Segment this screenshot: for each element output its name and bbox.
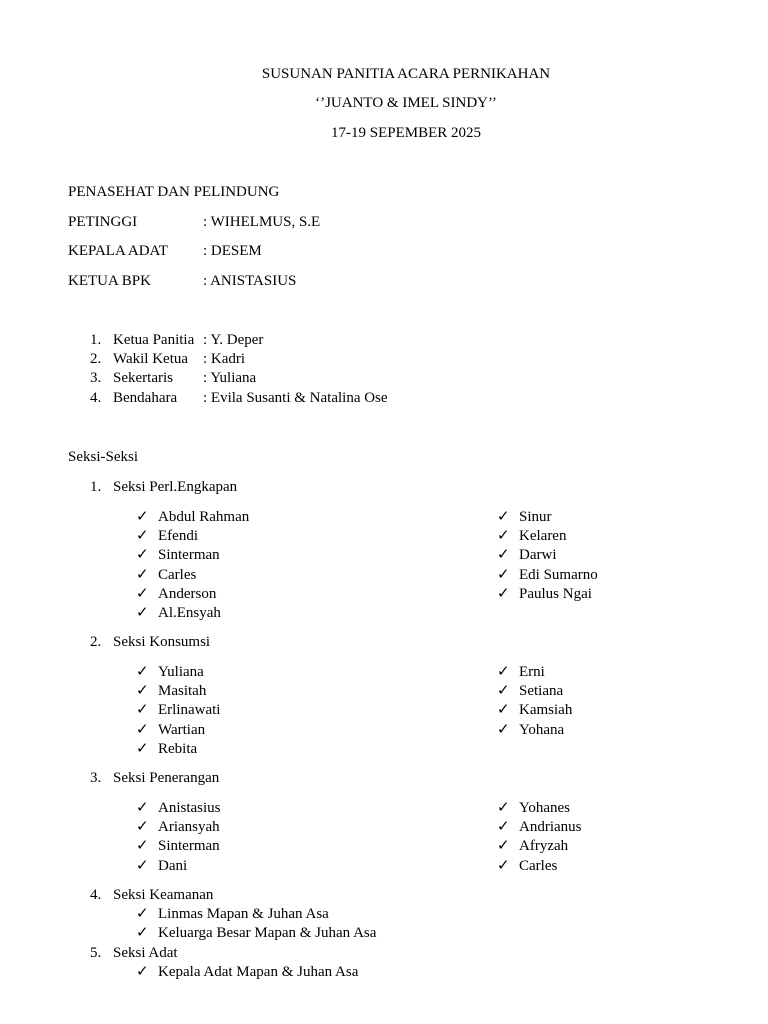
member-name: Yohana [519,722,565,738]
couple-names: ‘’JUANTO & IMEL SINDY’’ [315,95,497,111]
core-number: 1. [90,332,102,348]
check-list-item [497,818,582,836]
check-list-item [136,663,204,681]
member-name: Efendi [158,528,198,544]
member-name: Darwi [519,547,557,563]
member-name: Anderson [158,586,217,602]
member-name: Setiana [519,683,564,699]
member-name: Keluarga Besar Mapan & Juhan Asa [158,925,377,941]
check-list-item [136,799,221,817]
check-list-item [136,721,205,739]
check-list-item [497,527,566,545]
document-title: SUSUNAN PANITIA ACARA PERNIKAHAN [261,66,551,82]
check-list-item [136,837,220,855]
section-number: 5. [90,945,102,961]
member-name: Kepala Adat Mapan & Juhan Asa [158,964,359,980]
checkmark-icon: ✓ [136,547,149,563]
member-name: Kelaren [519,528,567,544]
section-number: 4. [90,887,102,903]
checkmark-icon: ✓ [497,528,510,544]
checkmark-icon: ✓ [136,702,149,718]
advisor-value: : DESEM [203,243,262,259]
check-list-item [136,566,196,584]
advisors-heading: PENASEHAT DAN PELINDUNG [68,184,280,200]
advisor-value: : WIHELMUS, S.E [203,214,321,230]
checkmark-icon: ✓ [497,683,510,699]
checkmark-icon: ✓ [497,586,510,602]
member-name: Carles [519,858,558,874]
member-name: Yuliana [158,664,204,680]
checkmark-icon: ✓ [497,722,510,738]
section-number: 3. [90,770,102,786]
checkmark-icon: ✓ [497,702,510,718]
check-list-item [136,905,329,923]
advisor-value: : ANISTASIUS [203,273,297,289]
checkmark-icon: ✓ [136,722,149,738]
member-name: Carles [158,567,197,583]
sections-heading: Seksi-Seksi [68,449,139,465]
checkmark-icon: ✓ [136,858,149,874]
core-member: : Evila Susanti & Natalina Ose [203,390,388,406]
checkmark-icon: ✓ [136,800,149,816]
member-name: Rebita [158,741,198,757]
section-title: Seksi Konsumsi [113,634,211,650]
checkmark-icon: ✓ [136,838,149,854]
checkmark-icon: ✓ [136,664,149,680]
checkmark-icon: ✓ [136,605,149,621]
check-list-item [497,701,572,719]
check-list-item [136,682,206,700]
advisor-label: KEPALA ADAT [68,243,168,259]
check-list-item [497,682,563,700]
checkmark-icon: ✓ [497,819,510,835]
check-list-item [136,818,220,836]
member-name: Sinterman [158,547,220,563]
member-name: Kamsiah [519,702,573,718]
member-name: Al.Ensyah [158,605,221,621]
check-list-item [136,604,221,622]
check-list-item [136,857,187,875]
checkmark-icon: ✓ [497,547,510,563]
check-list-item [136,546,220,564]
member-name: Sinur [519,509,552,525]
core-number: 4. [90,390,102,406]
member-name: Erni [519,664,545,680]
check-list-item [497,508,552,526]
member-name: Edi Sumarno [519,567,598,583]
section-title: Seksi Penerangan [113,770,220,786]
check-list-item [497,546,557,564]
checkmark-icon: ✓ [136,741,149,757]
checkmark-icon: ✓ [136,528,149,544]
member-name: Abdul Rahman [158,509,250,525]
check-list-item [497,799,570,817]
check-list-item [497,566,598,584]
member-name: Masitah [158,683,207,699]
check-list-item [136,963,358,981]
member-name: Andrianus [519,819,582,835]
advisor-label: KETUA BPK [68,273,151,289]
checkmark-icon: ✓ [497,664,510,680]
core-role: Ketua Panitia [113,332,195,348]
section-number: 2. [90,634,102,650]
check-list-item [136,924,376,942]
checkmark-icon: ✓ [136,906,149,922]
section-title: Seksi Keamanan [113,887,214,903]
member-name: Yohanes [519,800,570,816]
event-date: 17-19 SEPEMBER 2025 [330,125,481,141]
check-list-item [136,740,197,758]
checkmark-icon: ✓ [497,858,510,874]
checkmark-icon: ✓ [497,800,510,816]
core-number: 2. [90,351,102,367]
core-number: 3. [90,370,102,386]
checkmark-icon: ✓ [136,964,149,980]
member-name: Wartian [158,722,206,738]
check-list-item [136,585,216,603]
core-member: : Yuliana [203,370,257,386]
check-list-item [497,837,568,855]
member-name: Anistasius [158,800,221,816]
member-name: Ariansyah [158,819,220,835]
check-list-item [136,508,249,526]
check-list-item [497,857,557,875]
member-name: Linmas Mapan & Juhan Asa [158,906,329,922]
core-role: Sekertaris [113,370,173,386]
checkmark-icon: ✓ [136,925,149,941]
member-name: Sinterman [158,838,220,854]
member-name: Erlinawati [158,702,221,718]
check-list-item [497,585,592,603]
checkmark-icon: ✓ [136,683,149,699]
member-name: Dani [158,858,188,874]
core-role: Bendahara [113,390,178,406]
check-list-item [136,701,220,719]
section-number: 1. [90,479,102,495]
check-list-item [497,663,545,681]
section-title: Seksi Adat [113,945,178,961]
member-name: Afryzah [519,838,569,854]
checkmark-icon: ✓ [497,509,510,525]
member-name: Paulus Ngai [519,586,592,602]
core-member: : Y. Deper [203,332,264,348]
check-list-item [136,527,198,545]
checkmark-icon: ✓ [497,838,510,854]
core-member: : Kadri [203,351,246,367]
checkmark-icon: ✓ [136,567,149,583]
checkmark-icon: ✓ [136,586,149,602]
checkmark-icon: ✓ [136,819,149,835]
checkmark-icon: ✓ [497,567,510,583]
check-list-item [497,721,564,739]
advisor-label: PETINGGI [68,214,138,230]
section-title: Seksi Perl.Engkapan [113,479,238,495]
checkmark-icon: ✓ [136,509,149,525]
core-role: Wakil Ketua [113,351,189,367]
